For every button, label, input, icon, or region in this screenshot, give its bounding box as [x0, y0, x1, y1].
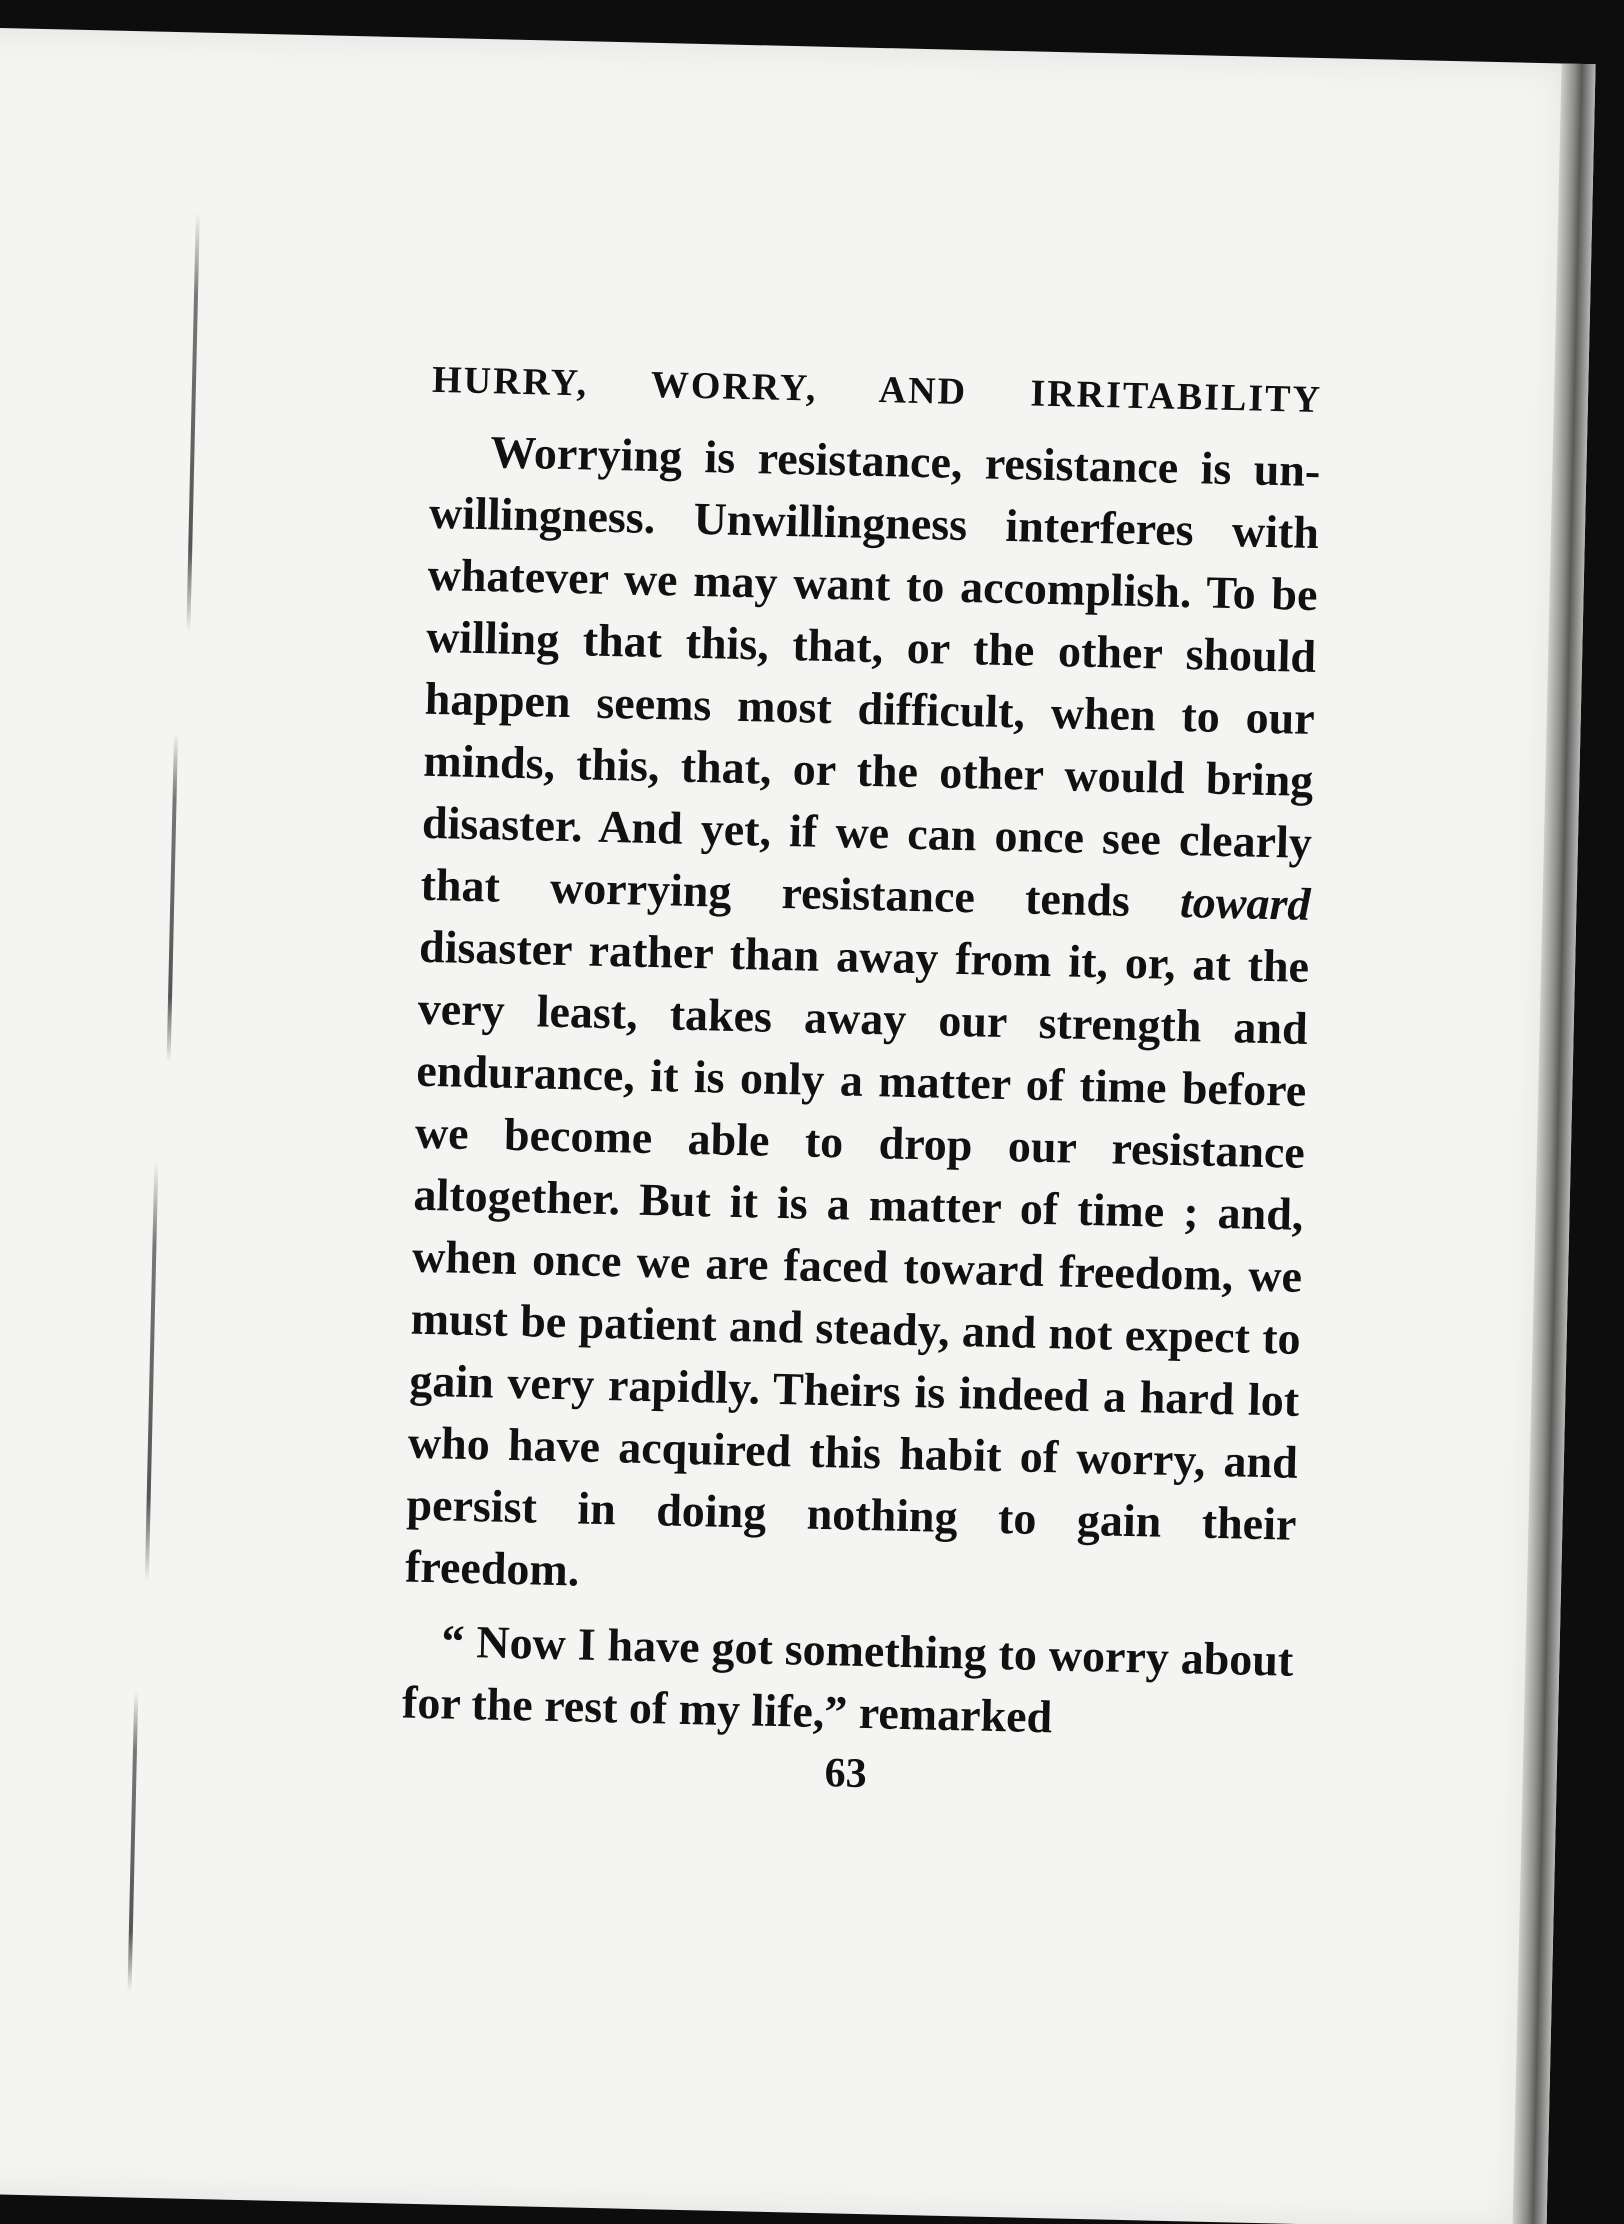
- book-page: [0, 28, 1596, 2224]
- page-text-block: [400, 358, 1322, 1808]
- binding-stitch: [127, 1691, 138, 1991]
- binding-gutter: [87, 211, 196, 1912]
- paragraph-1-emphasis: toward: [1179, 876, 1312, 930]
- paragraph-1: [404, 420, 1320, 1618]
- binding-stitch: [145, 1162, 159, 1582]
- binding-stitch: [167, 732, 178, 1062]
- binding-stitch: [186, 212, 200, 632]
- page-edge-shading: [1512, 63, 1595, 2224]
- paragraph-1-text-after: disaster rather than away from it, or, at the very least, takes away our strength and endurance, it is only a matter of time before we become able to drop our resistance altogether. But it is a matter of time ; and, when once we are faced toward freedom, we must be patient and steady, and not expect to gain very rapidly. Theirs is indeed a hard lot who have acquired this habit of worry, and persist in doing nothing to gain their freedom.: [404, 920, 1310, 1596]
- running-head: HURRY, WORRY, AND IRRITABILITY: [431, 358, 1323, 422]
- page-number: 63: [824, 1750, 868, 1798]
- paragraph-2: “ Now I have got something to worry about for the rest of my life,” remarked: [401, 1615, 1294, 1743]
- paragraph-1-text-before: Worrying is resistance, resistance is unwillingness. Unwillingness interferes with whatever we may want to accomplish. To be willing that this, that, or the other should happen seems most difficult, when to our minds, this, that, or the other would bring disaster. And yet, if we can once see clearly that worrying resistance tends: [420, 426, 1321, 927]
